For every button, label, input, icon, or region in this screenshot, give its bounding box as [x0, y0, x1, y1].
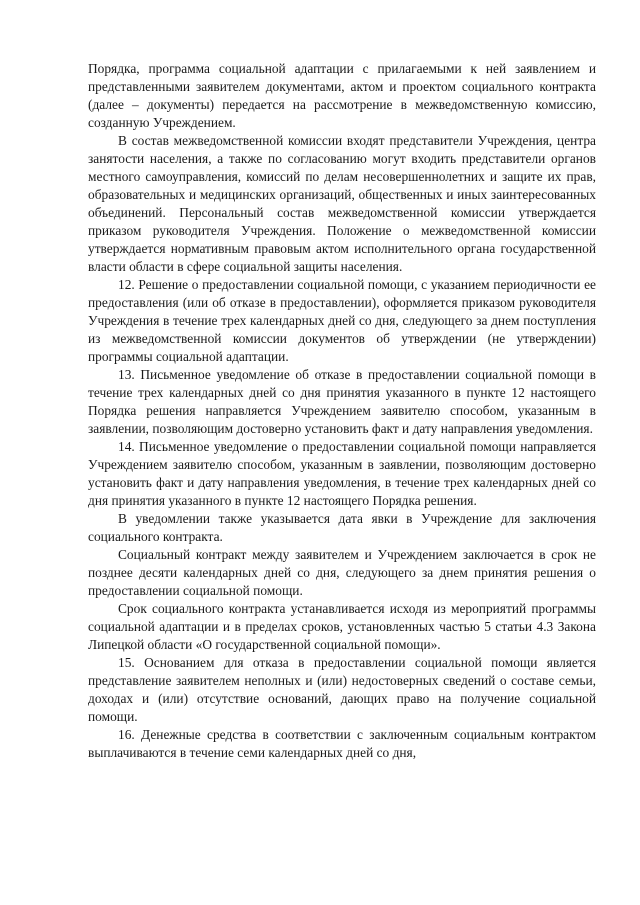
paragraph-commission-composition: В состав межведомственной комиссии входят представители Учреждения, центра занятости населения, а также по согласованию могут входить представители органов местного самоуправления, комиссий по делам несовершеннолетних и защите их прав, образовательных и медицинских организаций, общественных и иных заинтересованных объединений. Персональный состав межведомственной комиссии утверждается приказом руководителя Учреждения. Положение о межведомственной комиссии утверждается нормативным правовым актом исполнительного органа государственной власти области в сфере социальной защиты населения.	[88, 133, 596, 274]
paragraph-continuation: Порядка, программа социальной адаптации с прилагаемыми к ней заявлением и представленными заявителем документами, актом и проектом социального контракта (далее – документы) передается на рассмотрение в межведомственную комиссию, созданную Учреждением.	[88, 61, 596, 130]
paragraph-12-decision: 12. Решение о предоставлении социальной помощи, с указанием периодичности ее предоставления (или об отказе в предоставлении), оформляется приказом руководителя Учреждения в течение трех календарных дней со дня, следующего за днем поступления из межведомственной комиссии документов об утверждении (не утверждении) программы социальной адаптации.	[88, 277, 596, 364]
paragraph-13-refusal-notice: 13. Письменное уведомление об отказе в предоставлении социальной помощи в течение трех календарных дней со дня принятия указанного в пункте 12 настоящего Порядка решения направляется Учреждением заявителю способом, указанным в заявлении, позволяющим достоверно установить факт и дату направления уведомления.	[88, 367, 596, 436]
paragraph-appearance-date: В уведомлении также указывается дата явки в Учреждение для заключения социального контракта.	[88, 511, 596, 544]
paragraph-contract-term: Срок социального контракта устанавливается исходя из мероприятий программы социальной адаптации и в пределах сроков, установленных частью 5 статьи 4.3 Закона Липецкой области «О государственной социальной помощи».	[88, 601, 596, 652]
paragraph-16-payment: 16. Денежные средства в соответствии с заключенным социальным контрактом выплачиваются в течение семи календарных дней со дня,	[88, 727, 596, 760]
paragraph-contract-conclusion: Социальный контракт между заявителем и Учреждением заключается в срок не позднее десяти календарных дней со дня, следующего за днем принятия решения о предоставлении социальной помощи.	[88, 547, 596, 598]
paragraph-15-refusal-grounds: 15. Основанием для отказа в предоставлении социальной помощи является представление заявителем неполных и (или) недостоверных сведений о составе семьи, доходах и (или) отсутствие оснований, дающих право на получение социальной помощи.	[88, 655, 596, 724]
document-page	[88, 60, 596, 762]
paragraph-14-grant-notice: 14. Письменное уведомление о предоставлении социальной помощи направляется Учреждением заявителю способом, указанным в заявлении, позволяющим достоверно установить факт и дату направления уведомления, в течение трех календарных дней со дня принятия указанного в пункте 12 настоящего Порядка решения.	[88, 439, 596, 508]
